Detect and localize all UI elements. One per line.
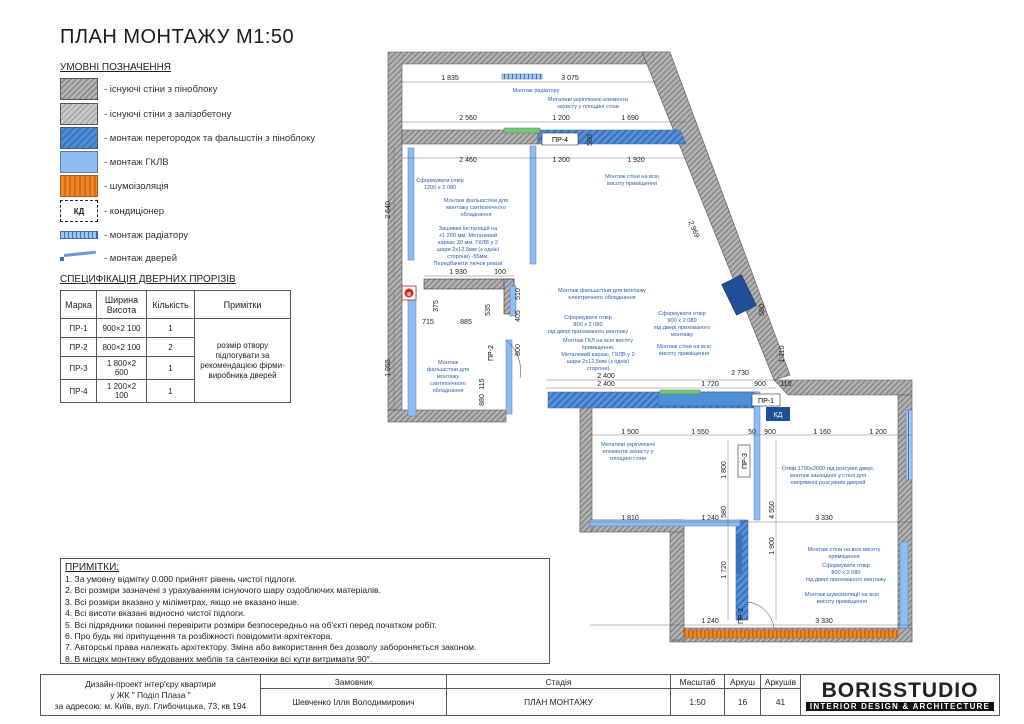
svg-text:2 560: 2 560 (459, 115, 477, 122)
svg-text:1 200: 1 200 (552, 157, 570, 164)
table-row: ПР-4 1 200×2 100 1 (61, 380, 291, 403)
svg-text:1 550: 1 550 (691, 429, 709, 436)
svg-text:фальшстіни для: фальшстіни для (426, 367, 470, 373)
stage-cell: Стадія ПЛАН МОНТАЖУ (447, 675, 671, 715)
svg-text:висоту приміщення: висоту приміщення (658, 351, 710, 357)
project-info: Дизайн-проект інтер'єру квартири у ЖК " Поділ Плаза " за адресою: м. Київ, вул. Глибочицька, 73, кв 194 (41, 675, 261, 715)
fill-light-blue-icon (60, 151, 98, 173)
dashed-box-icon: КД (60, 200, 98, 222)
svg-text:електричного обладнання: електричного обладнання (568, 295, 636, 301)
svg-text:сторони): сторони) (586, 366, 610, 372)
svg-text:800: 800 (515, 344, 522, 356)
svg-text:Металевий каркас, ГКЛВ у 2: Металевий каркас, ГКЛВ у 2 (561, 352, 635, 358)
door-pr4 (542, 133, 578, 145)
door-icon (60, 250, 98, 266)
svg-text:1 800: 1 800 (721, 461, 728, 479)
page-title: ПЛАН МОНТАЖУ М1:50 (60, 26, 295, 48)
svg-text:580: 580 (721, 506, 728, 518)
legend-item-radiator: - монтаж радіатору (60, 223, 188, 247)
table-row: ПР-1 900×2 100 1 розмір отвору підлогувати за рекомендацією фірми-виробника дверей (61, 319, 291, 338)
svg-text:900: 900 (754, 381, 766, 388)
svg-text:Сформувати отвір: Сформувати отвір (564, 315, 612, 321)
svg-text:50: 50 (748, 429, 756, 436)
svg-text:висоту приміщення: висоту приміщення (606, 181, 658, 187)
svg-text:2 640: 2 640 (385, 201, 392, 219)
svg-text:715: 715 (422, 319, 434, 326)
svg-text:Монтаж радіатору: Монтаж радіатору (512, 88, 560, 94)
svg-text:3 330: 3 330 (815, 618, 833, 625)
svg-text:сантехнічного: сантехнічного (430, 381, 466, 387)
svg-text:ПР-2: ПР-2 (488, 345, 495, 361)
door-spec-table (60, 290, 291, 403)
svg-text:висоту приміщення: висоту приміщення (816, 599, 868, 605)
legend-item-concrete-walls: - існуючі стіни з залізобетону (60, 102, 231, 126)
svg-text:4 550: 4 550 (769, 501, 776, 519)
svg-text:100: 100 (494, 269, 506, 276)
svg-text:Отвір 1790х2600 під розсувні д: Отвір 1790х2600 під розсувні двері, (781, 466, 875, 472)
svg-text:елементи захисту у: елементи захисту у (602, 449, 654, 455)
svg-text:1 810: 1 810 (621, 515, 639, 522)
svg-text:1 240: 1 240 (701, 515, 719, 522)
svg-text:Монтаж ГКЛ на всю висоту: Монтаж ГКЛ на всю висоту (563, 338, 633, 344)
svg-text:800 х 2 080: 800 х 2 080 (831, 570, 861, 576)
door-pr1 (752, 394, 780, 406)
svg-text:1 720: 1 720 (721, 561, 728, 579)
svg-text:Металеві укріплюючі елементи: Металеві укріплюючі елементи (547, 97, 629, 103)
svg-text:2 730: 2 730 (731, 370, 749, 377)
sheets-cell: Аркушів 41 (761, 675, 801, 715)
svg-text:1 720: 1 720 (701, 381, 719, 388)
note-line: 4. Всі висоти вказані відносно чистої підлоги. (65, 608, 246, 619)
svg-text:Монтаж фальшстіни для монтажу: Монтаж фальшстіни для монтажу (558, 288, 646, 294)
svg-text:1200 х 2 080: 1200 х 2 080 (423, 185, 457, 191)
radiator-icon (60, 231, 98, 239)
svg-text:ПР-3: ПР-3 (742, 453, 749, 469)
note-line: 2. Всі розміри зазначені з урахуванням існуючого шару оздоблючих матеріалів. (65, 585, 382, 596)
dimension-values (385, 75, 887, 625)
svg-text:Сформувати отвір: Сформувати отвір (822, 563, 870, 569)
note-line: 5. Всі підрядники повинні перевірити розміри безпосередньо на об'єкті перед початком робіт. (65, 619, 437, 630)
svg-text:3 330: 3 330 (815, 515, 833, 522)
svg-text:900 х 2 080: 900 х 2 080 (667, 318, 697, 324)
note-line: 3. Всі розміри вказано у міліметрах, якщо не вказано інше. (65, 596, 300, 607)
svg-text:приміщення: приміщення (828, 554, 860, 560)
svg-text:монтажу: монтажу (670, 332, 694, 338)
hatch-orange-icon (60, 175, 98, 197)
hatch-light-icon (60, 103, 98, 125)
scale-cell: Масштаб 1:50 (671, 675, 725, 715)
floor-plan (380, 50, 1020, 670)
svg-text:510: 510 (515, 288, 522, 300)
table-row: ПР-3 1 800×2 600 1 (61, 357, 291, 380)
svg-text:1 240: 1 240 (701, 618, 719, 625)
svg-text:під двері прихованого монтажу: під двері прихованого монтажу (547, 329, 629, 335)
svg-text:ПР-2: ПР-2 (738, 608, 745, 624)
svg-text:2 969: 2 969 (686, 219, 701, 239)
svg-text:2 460: 2 460 (459, 157, 477, 164)
svg-text:880: 880 (479, 394, 486, 406)
svg-text:Монтаж фальшстіни для: Монтаж фальшстіни для (443, 198, 509, 204)
spec-header-notes: Примітки (195, 291, 291, 319)
svg-text:сторони) -55мм.: сторони) -55мм. (447, 254, 489, 260)
svg-text:КД: КД (773, 412, 783, 419)
client-cell: Замовник Шевченко Ілля Володимирович (261, 675, 447, 715)
svg-text:Сформувати отвір: Сформувати отвір (416, 178, 464, 184)
svg-text:обладнання: обладнання (460, 212, 492, 218)
svg-text:Передбачити лючок ревізії: Передбачити лючок ревізії (433, 261, 503, 267)
svg-text:приміщення.: приміщення. (581, 345, 615, 351)
legend-item-partitions: - монтаж перегородок та фальшстін з піноблоку (60, 126, 315, 150)
legend-item-noise-insulation: - шумоізоляція (60, 174, 169, 198)
svg-text:Зашивка інсталяцій на: Зашивка інсталяцій на (438, 226, 498, 232)
svg-text:115: 115 (479, 378, 486, 390)
hatch-gray-icon (60, 78, 98, 100)
spec-heading: СПЕЦИФІКАЦІЯ ДВЕРНИХ ПРОРІЗІВ (60, 274, 236, 285)
svg-text:1 930: 1 930 (449, 269, 467, 276)
spec-header-mark: Марка (61, 291, 97, 319)
studio-logo: BORISSTUDIO INTERIOR DESIGN & ARCHITECTURE (801, 675, 999, 715)
hatch-blue-icon (60, 127, 98, 149)
svg-text:Монтаж: Монтаж (437, 360, 459, 366)
svg-text:напрямної розсувних дверей: напрямної розсувних дверей (790, 480, 866, 486)
svg-text:каркас 30 мм, ГКЛВ у 2: каркас 30 мм, ГКЛВ у 2 (437, 240, 499, 246)
table-row: ПР-2 800×2 100 2 (61, 338, 291, 357)
svg-text:1 200: 1 200 (869, 429, 887, 436)
spec-header-size: Ширина Висота (97, 291, 147, 319)
svg-text:Сформувати отвір: Сформувати отвір (658, 311, 706, 317)
svg-text:1 690: 1 690 (621, 115, 639, 122)
spec-note: розмір отвору підлогувати за рекомендацією фірми-виробника дверей (195, 319, 291, 403)
note-line: 8. В місцях монтажу вбудованих меблів та сантехніки всі кути витримати 90°. (65, 653, 373, 664)
svg-text:885: 885 (460, 319, 472, 326)
title-block (40, 674, 1000, 716)
svg-text:ПР-1: ПР-1 (758, 398, 774, 405)
svg-text:під двері прихованого: під двері прихованого (653, 325, 711, 331)
svg-text:1 500: 1 500 (621, 429, 639, 436)
legend-item-air-conditioner: КД - кондиціонер (60, 199, 164, 223)
svg-text:535: 535 (485, 304, 492, 316)
svg-text:Монтаж стіни на всю висоту: Монтаж стіни на всю висоту (807, 547, 881, 553)
svg-text:монтаж закладної у стелі для: монтаж закладної у стелі для (789, 473, 867, 479)
svg-text:405: 405 (515, 310, 522, 322)
svg-text:Монтаж стіни на всю: Монтаж стіни на всю (657, 344, 711, 350)
svg-text:2 400: 2 400 (597, 381, 615, 388)
svg-text:ПР-4: ПР-4 (552, 137, 568, 144)
svg-text:580: 580 (759, 304, 766, 316)
door-pr3 (738, 445, 750, 477)
svg-text:110: 110 (780, 381, 792, 388)
notes-heading: ПРИМІТКИ: (65, 562, 120, 573)
svg-text:Монтаж шумоізоляції на всю: Монтаж шумоізоляції на всю (804, 592, 880, 598)
svg-text:800 х 2 080: 800 х 2 080 (573, 322, 603, 328)
spec-header-qty: Кількість (147, 291, 195, 319)
svg-text:площині стіни: площині стіни (610, 456, 646, 462)
svg-text:1 900: 1 900 (769, 537, 776, 555)
svg-text:1 920: 1 920 (627, 157, 645, 164)
legend-item-gklv: - монтаж ГКЛВ (60, 150, 169, 174)
note-line: 7. Авторські права належать архітектору. Зміна або використання без дозволу забороняється законом. (65, 642, 477, 653)
note-line: 6. Про будь які припущення та розбіжності повідомити архітектора. (65, 631, 333, 642)
svg-text:500: 500 (587, 134, 594, 146)
svg-text:Металеві укріплюючі: Металеві укріплюючі (601, 442, 655, 448)
sheet-cell: Аркуш 16 (725, 675, 761, 715)
svg-text:900: 900 (764, 429, 776, 436)
legend-heading: УМОВНІ ПОЗНАЧЕННЯ (60, 62, 172, 73)
svg-text:під двері прихованого монтажу: під двері прихованого монтажу (805, 577, 887, 583)
svg-text:1 835: 1 835 (441, 75, 459, 82)
electrical-panel-icon (402, 286, 416, 300)
svg-text:3 075: 3 075 (561, 75, 579, 82)
svg-text:обладнання: обладнання (432, 388, 464, 394)
svg-text:шари 2х12.5мм (з однієї: шари 2х12.5мм (з однієї (436, 247, 500, 253)
svg-text:монтажу сантехнічного: монтажу сантехнічного (446, 205, 506, 211)
svg-text:шари 2х12,5мм (з однієї: шари 2х12,5мм (з однієї (566, 359, 630, 365)
svg-text:1 200: 1 200 (552, 115, 570, 122)
legend-item-existing-foam-walls: - існуючі стіни з піноблоку (60, 77, 217, 101)
svg-text:1 955: 1 955 (385, 359, 392, 377)
svg-text:⊗: ⊗ (406, 292, 412, 298)
legend-item-door: - монтаж дверей (60, 246, 177, 270)
note-line: 1. За умовну відмітку 0.000 прийнят рівень чистої підлоги. (65, 574, 297, 584)
svg-text:2 400: 2 400 (597, 373, 615, 380)
svg-text:Монтаж стіни на всю: Монтаж стіни на всю (605, 174, 659, 180)
svg-text:монтажу: монтажу (436, 374, 460, 380)
svg-text:375: 375 (433, 300, 440, 312)
svg-text:+1 200 мм. Металевий: +1 200 мм. Металевий (438, 233, 498, 239)
svg-text:захисту у площині стіни: захисту у площині стіни (557, 104, 619, 110)
svg-text:1 110: 1 110 (779, 345, 786, 363)
svg-text:1 160: 1 160 (813, 429, 831, 436)
